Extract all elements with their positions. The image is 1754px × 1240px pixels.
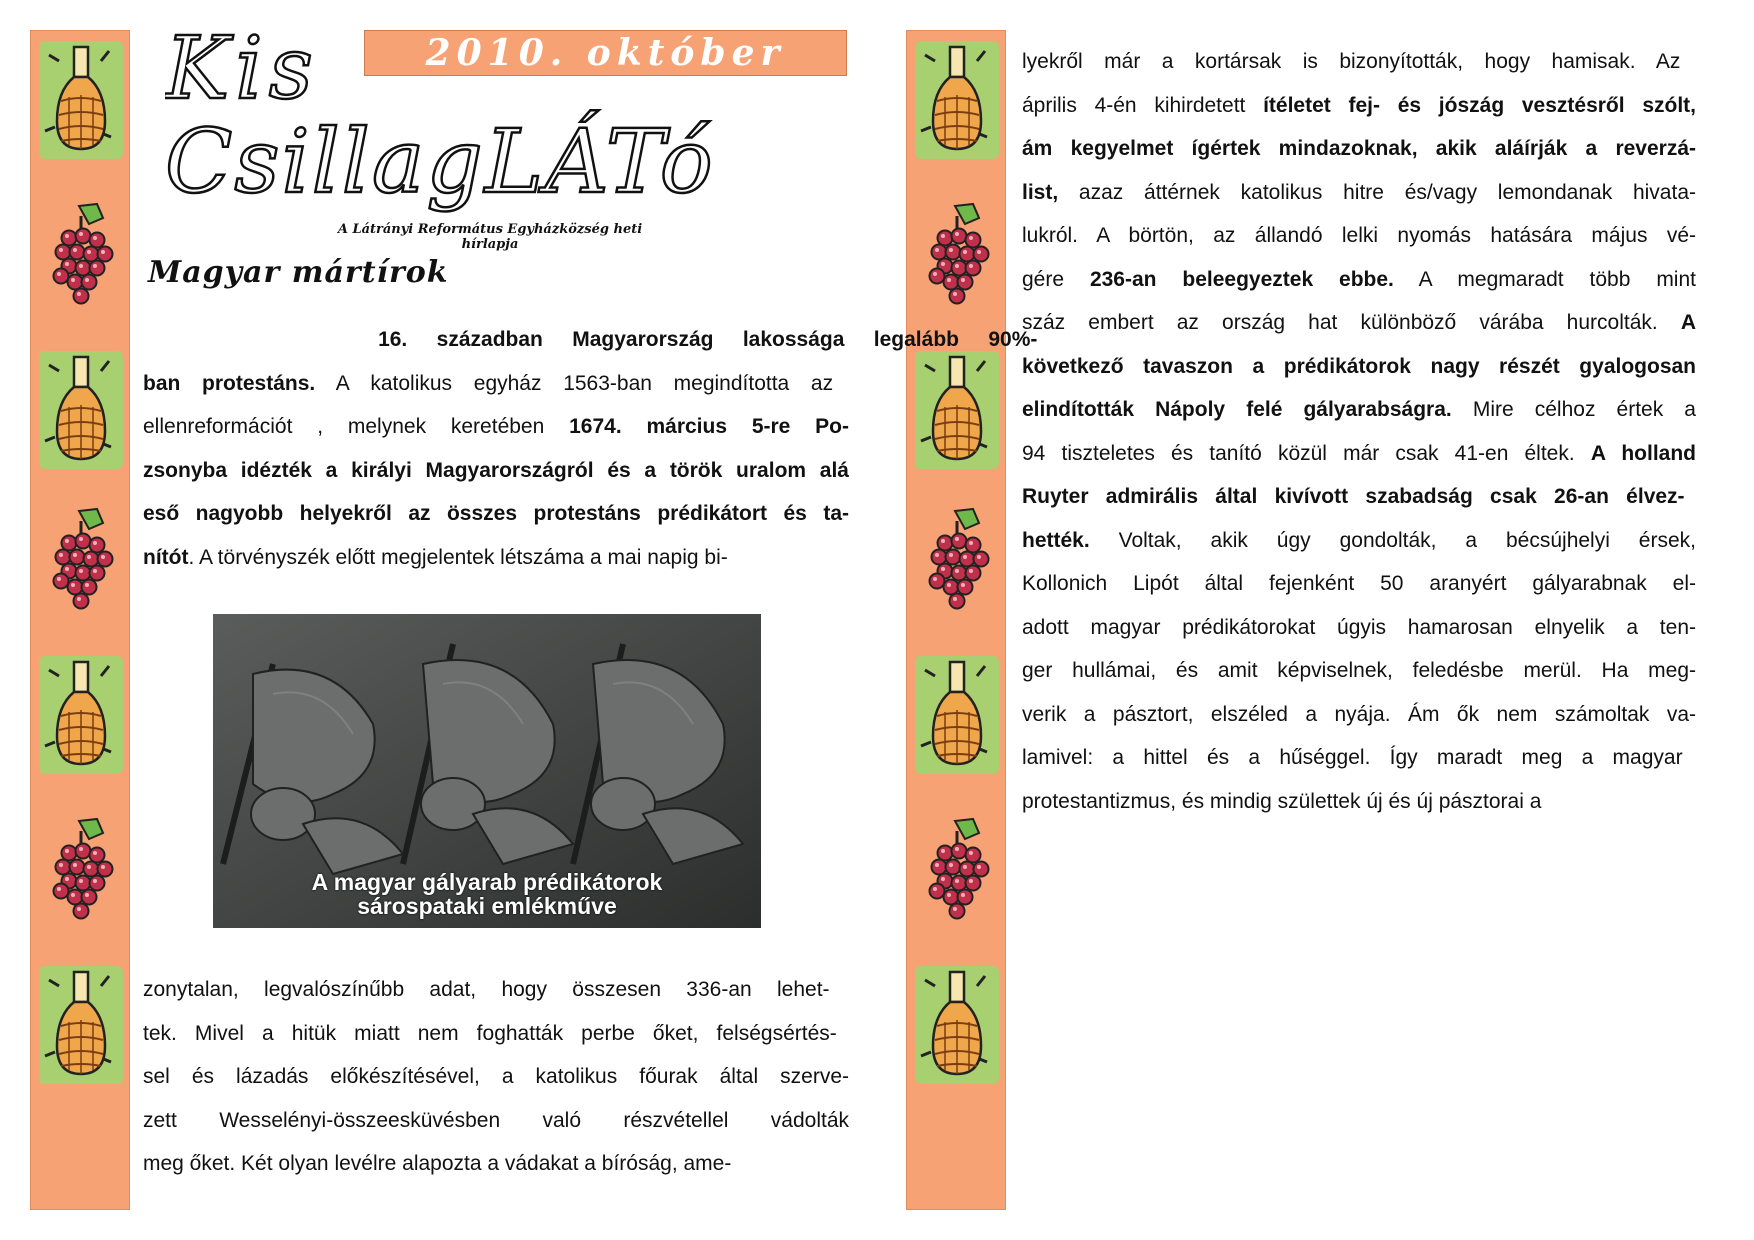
grapes-icon [930,819,989,919]
article-column-b [143,968,849,1186]
text-line: hették. Voltak, akik úgy gondolták, a bécsújhelyi érsek, [1022,528,1696,552]
grapes-icon [915,501,999,619]
wine-bottle-icon [915,351,999,469]
article-column-c [1022,40,1696,823]
logo-line-2: CsillagLÁTó [165,110,715,213]
text-line: adott magyar prédikátorokat úgyis hamarosan elnyelik a ten- [1022,615,1696,639]
right-decorative-border [906,30,1006,1210]
text-line: lukról. A börtön, az állandó lelki nyomás hatására május vé- [1022,224,1696,247]
text-line: zett Wesselényi-összeesküvésben való részvétellel vádolták [143,1108,849,1132]
grapes-icon [930,204,989,304]
wine-bottle-icon [921,972,987,1074]
grapes-icon [39,501,123,619]
grapes-icon [54,819,113,919]
wine-bottle-icon [915,966,999,1084]
text-line: ban protestáns. A katolikus egyház 1563-ban megindította az [143,371,834,395]
text-line: Kollonich Lipót által fejenként 50 aranyért gályarabnak el- [1022,572,1696,595]
wine-bottle-icon [921,357,987,459]
grapes-icon [930,509,989,609]
article-column-a [143,318,1038,579]
text-line: április 4-én kihirdetett ítéletet fej- és jószág vesztésről szólt, [1022,93,1696,117]
text-line: verik a pásztort, elszéled a nyája. Ám ők nem számoltak va- [1022,702,1696,726]
text-line: zonytalan, legvalószínűbb adat, hogy összesen 336-an lehet- [143,978,830,1001]
text-line: száz embert az ország hat különböző várába hurcolták. A [1022,311,1696,334]
text-line: protestantizmus, és mindig születtek új és új pásztorai a [1022,789,1542,813]
grapes-icon [54,509,113,609]
text-line: gére 236-an beleegyeztek ebbe. A megmaradt több mint [1022,267,1696,291]
memorial-photo [213,614,761,928]
wine-bottle-icon [921,47,987,149]
grapes-icon [915,196,999,314]
grapes-icon [39,811,123,929]
text-line: 16. században Magyarország lakossága legalább 90%- [378,328,1038,351]
text-line: tek. Mivel a hitük miatt nem foghatták perbe őket, felségsértés- [143,1021,837,1045]
grapes-icon [54,204,113,304]
text-line: list, azaz áttérnek katolikus hitre és/vagy lemondanak hivata- [1022,180,1696,204]
grapes-icon [915,811,999,929]
text-line: Ruyter admirális által kivívott szabadság csak 26-an élvez- [1022,485,1685,508]
wine-bottle-icon [45,357,111,459]
text-line: 94 tiszteletes és tanító közül már csak 41-en éltek. A holland [1022,441,1696,465]
masthead-subtitle: A Látrányi Református Egyházközség heti hírlapja [337,222,643,252]
text-line: ger hullámai, és amit képviselnek, feledésbe merül. Ha meg- [1022,659,1696,682]
wine-bottle-icon [45,47,111,149]
wine-bottle-icon [45,972,111,1074]
text-line: következő tavaszon a prédikátorok nagy részét gyalogosan [1022,354,1696,378]
issue-date: 2010. október [364,30,847,76]
wine-bottle-icon [39,966,123,1084]
wine-bottle-icon [39,41,123,159]
text-line: ám kegyelmet ígértek mindazoknak, akik aláírják a reverzá- [1022,137,1696,160]
logo-line-1: Kis [165,20,319,119]
wine-bottle-icon [921,662,987,764]
text-line: eső nagyobb helyekről az összes protestáns prédikátort és ta- [143,502,849,525]
text-line: ellenreformációt , melynek keretében 1674. március 5-re Po- [143,415,850,438]
text-line: nítót. A törvényszék előtt megjelentek létszáma a mai napig bi- [143,545,728,569]
wine-bottle-icon [39,656,123,774]
wine-bottle-icon [915,41,999,159]
wine-bottle-icon [45,662,111,764]
text-line: meg őket. Két olyan levélre alapozta a vádakat a bíróság, ame- [143,1152,732,1175]
grapes-icon [39,196,123,314]
text-line: elindították Nápoly felé gályarabságra. Mire célhoz értek a [1022,398,1696,421]
wine-bottle-icon [39,351,123,469]
text-line: zsonyba idézték a királyi Magyarországról és a török uralom alá [143,458,849,482]
text-line: lyekről már a kortársak is bizonyították, hogy hamisak. Az [1022,50,1681,73]
article-title: Magyar mártírok [148,255,449,290]
text-line: sel és lázadás előkészítésével, a katolikus főurak által szerve- [143,1065,849,1088]
photo-caption-line-1: A magyar gályarab prédikátorok [311,869,663,895]
wine-bottle-icon [915,656,999,774]
photo-caption [213,870,761,918]
left-decorative-border [30,30,130,1210]
photo-caption-line-2: sárospataki emlékműve [357,893,617,919]
text-line: lamivel: a hittel és a hűséggel. Így maradt meg a magyar [1022,746,1683,769]
